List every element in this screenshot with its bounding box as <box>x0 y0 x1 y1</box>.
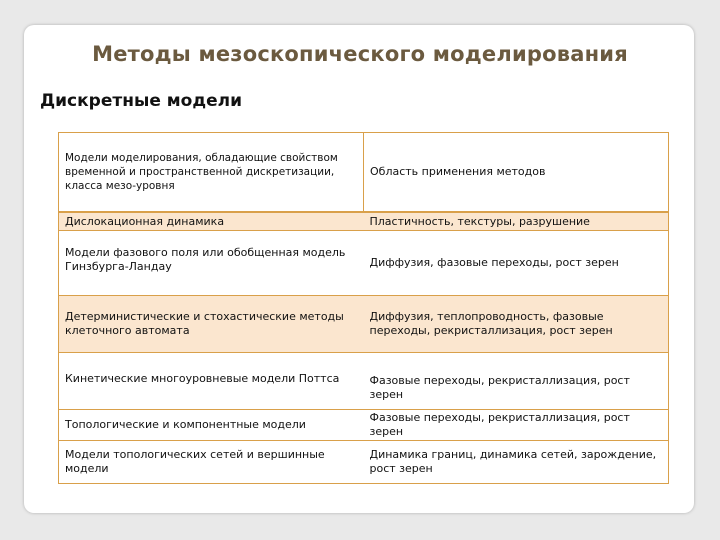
model-cell: Топологические и компонентные модели <box>59 410 364 441</box>
model-cell: Модели топологических сетей и вершинные модели <box>59 441 364 484</box>
model-cell: Дислокационная динамика <box>59 212 364 231</box>
table-row <box>59 441 669 484</box>
table-row <box>59 212 669 231</box>
table-header-row <box>59 133 669 213</box>
header-model-cell: Модели моделирования, обладающие свойством временной и пространственной дискретизации, класса мезо-уровня <box>59 133 364 213</box>
table-row <box>59 410 669 441</box>
application-cell: Фазовые переходы, рекристаллизация, рост зерен <box>364 353 669 410</box>
table-row <box>59 353 669 410</box>
application-cell: Динамика границ, динамика сетей, зарождение, рост зерен <box>364 441 669 484</box>
header-application-cell: Область применения методов <box>364 133 669 213</box>
slide-subtitle: Дискретные модели <box>40 91 242 111</box>
slide-title: Методы мезоскопического моделирования <box>92 42 628 66</box>
methods-table <box>58 132 669 484</box>
table-row <box>59 296 669 353</box>
application-cell: Фазовые переходы, рекристаллизация, рост зерен <box>364 410 669 441</box>
model-cell: Кинетические многоуровневые модели Поттса <box>59 353 364 410</box>
model-cell: Детерминистические и стохастические методы клеточного автомата <box>59 296 364 353</box>
application-cell: Пластичность, текстуры, разрушение <box>364 212 669 231</box>
model-cell: Модели фазового поля или обобщенная модель Гинзбурга-Ландау <box>59 231 364 296</box>
table-row <box>59 231 669 296</box>
application-cell: Диффузия, теплопроводность, фазовые переходы, рекристаллизация, рост зерен <box>364 296 669 353</box>
application-cell: Диффузия, фазовые переходы, рост зерен <box>364 231 669 296</box>
